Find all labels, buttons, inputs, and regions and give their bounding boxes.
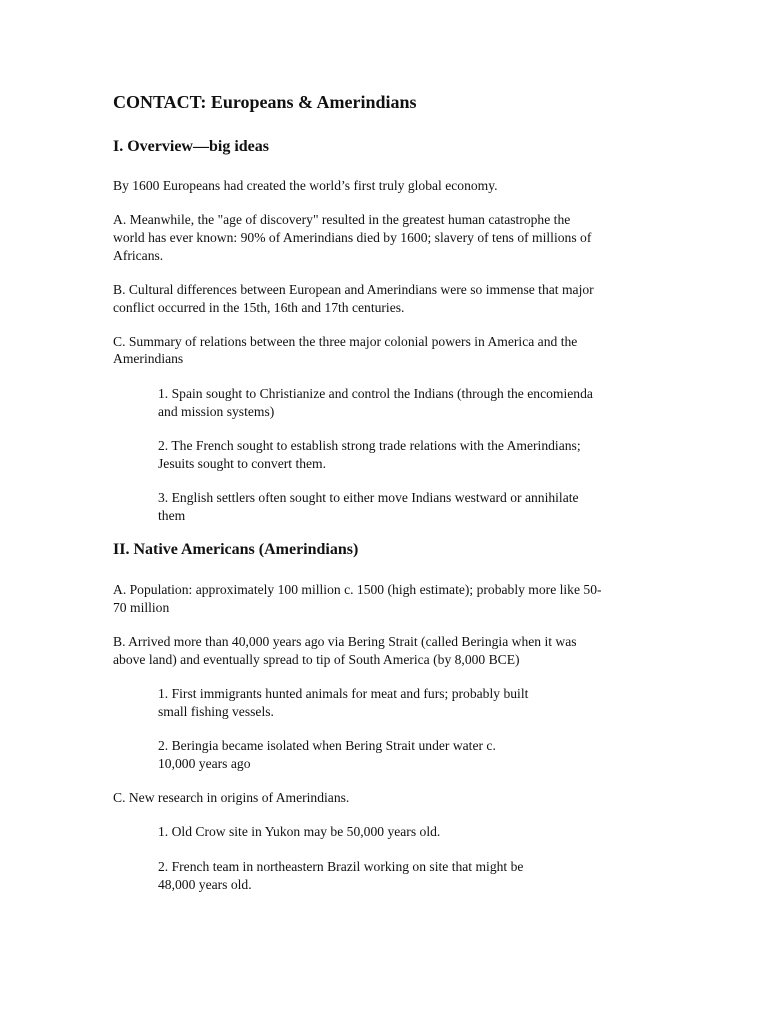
section-2-a-line-1: A. Population: approximately 100 million c. 1500 (high estimate); probably more like 50- <box>113 582 602 597</box>
section-2-b-line-1: B. Arrived more than 40,000 years ago via Bering Strait (called Beringia when it was <box>113 634 577 649</box>
section-2-b1-line-2: small fishing vessels. <box>158 704 274 719</box>
section-2-heading: II. Native Americans (Amerindians) <box>113 541 359 558</box>
section-2-c2-line-2: 48,000 years old. <box>158 877 252 892</box>
section-1-a-line-1: A. Meanwhile, the "age of discovery" resulted in the greatest human catastrophe the <box>113 212 571 227</box>
section-2-c2-line-1: 2. French team in northeastern Brazil working on site that might be <box>158 859 524 874</box>
section-1-c2-line-1: 2. The French sought to establish strong trade relations with the Amerindians; <box>158 438 581 453</box>
section-1-c-line-2: Amerindians <box>113 351 184 366</box>
section-1-c3-line-2: them <box>158 508 186 523</box>
section-1-c2-line-2: Jesuits sought to convert them. <box>158 456 327 471</box>
section-2-b1-line-1: 1. First immigrants hunted animals for meat and furs; probably built <box>158 686 529 701</box>
section-1-c-line-1: C. Summary of relations between the three major colonial powers in America and the <box>113 334 578 349</box>
section-2-c-line-1: C. New research in origins of Amerindians. <box>113 790 350 805</box>
section-2-b2-line-1: 2. Beringia became isolated when Bering Strait under water c. <box>158 738 496 753</box>
section-1-c1-line-1: 1. Spain sought to Christianize and control the Indians (through the encomienda <box>158 386 593 401</box>
section-2-b-line-2: above land) and eventually spread to tip of South America (by 8,000 BCE) <box>113 652 520 667</box>
section-2-a-line-2: 70 million <box>113 600 170 615</box>
section-1-c3-line-1: 3. English settlers often sought to either move Indians westward or annihilate <box>158 490 579 505</box>
section-1-intro: By 1600 Europeans had created the world’s first truly global economy. <box>113 178 498 193</box>
section-1-a-line-2: world has ever known: 90% of Amerindians died by 1600; slavery of tens of millions of <box>113 230 592 245</box>
document-title: CONTACT: Europeans & Amerindians <box>113 92 417 112</box>
section-2-c1-line-1: 1. Old Crow site in Yukon may be 50,000 years old. <box>158 824 441 839</box>
section-2-b2-line-2: 10,000 years ago <box>158 756 251 771</box>
section-1-a-line-3: Africans. <box>113 248 164 263</box>
section-1-b-line-1: B. Cultural differences between European and Amerindians were so immense that major <box>113 282 594 297</box>
section-1-c1-line-2: and mission systems) <box>158 404 275 419</box>
section-1-heading: I. Overview—big ideas <box>113 138 269 155</box>
section-1-b-line-2: conflict occurred in the 15th, 16th and 17th centuries. <box>113 300 405 315</box>
